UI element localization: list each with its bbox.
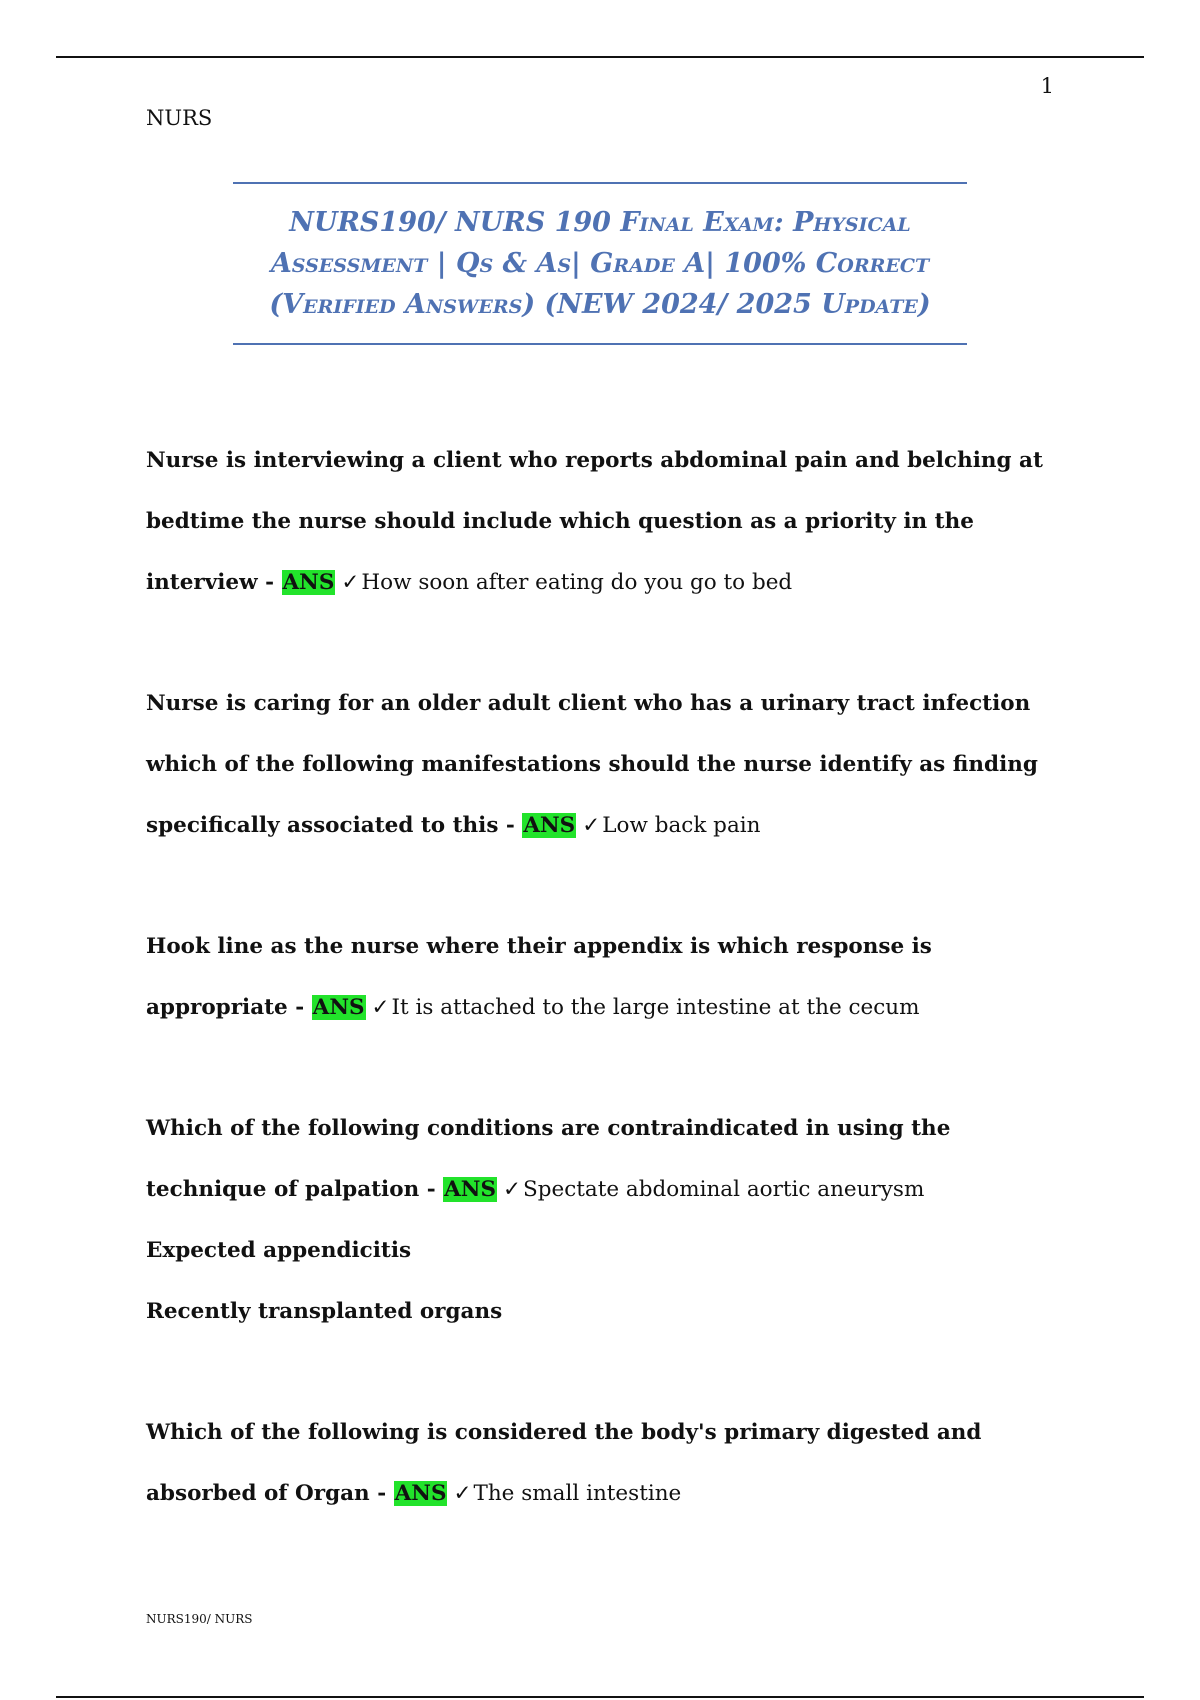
- separator: -: [369, 1481, 394, 1506]
- separator: -: [498, 813, 523, 838]
- question-text: Nurse is interviewing a client who reports abdominal pain and belching at bedtime the nurse should include which question as a priority in the interview: [146, 448, 1043, 595]
- question-text: Nurse is caring for an older adult client who has a urinary tract infection which of the following manifestations should the nurse identify as finding specifically associated to this: [146, 691, 1038, 838]
- qa-item: [146, 1098, 1046, 1342]
- title-box: [233, 182, 967, 345]
- separator: -: [419, 1177, 444, 1202]
- answer-text: Spectate abdominal aortic aneurysm: [523, 1177, 925, 1202]
- question-text: Hook line as the nurse where their appendix is which response is appropriate: [146, 934, 932, 1020]
- ans-tag: ANS: [394, 1481, 447, 1506]
- question-text: Which of the following conditions are contraindicated in using the technique of palpation: [146, 1116, 951, 1202]
- bottom-rule: [56, 1696, 1144, 1698]
- answer-option: Recently transplanted organs: [146, 1299, 503, 1324]
- checkmark-icon: ✓: [371, 995, 390, 1020]
- document-title: NURS190/ NURS 190 Final Exam: Physical Assessment | Qs & As| Grade A| 100% Correct (Verified Answers) (NEW 2024/ 2025 Update): [269, 207, 931, 320]
- checkmark-icon: ✓: [582, 813, 601, 838]
- separator: -: [287, 995, 312, 1020]
- qa-line: [146, 1402, 1046, 1524]
- page-footer: NURS190/ NURS: [146, 1612, 253, 1626]
- qa-item: [146, 916, 1046, 1038]
- qa-line: [146, 673, 1046, 856]
- answer-option: Expected appendicitis: [146, 1238, 412, 1263]
- qa-line: [146, 916, 1046, 1038]
- separator: -: [257, 570, 282, 595]
- ans-tag: ANS: [523, 813, 576, 838]
- qa-line: [146, 1098, 1046, 1220]
- answer-text: It is attached to the large intestine at the cecum: [391, 995, 920, 1020]
- qa-item: [146, 673, 1046, 856]
- qa-item: [146, 1402, 1046, 1524]
- qa-list: [146, 430, 1046, 1524]
- answer-text: How soon after eating do you go to bed: [361, 570, 793, 595]
- qa-item: [146, 430, 1046, 613]
- checkmark-icon: ✓: [453, 1481, 472, 1506]
- qa-line: [146, 430, 1046, 613]
- checkmark-icon: ✓: [341, 570, 360, 595]
- page-number: 1: [1040, 74, 1054, 98]
- ans-tag: ANS: [444, 1177, 496, 1202]
- checkmark-icon: ✓: [502, 1177, 521, 1202]
- question-text: Which of the following is considered the body's primary digested and absorbed of Organ: [146, 1420, 982, 1506]
- page-header: NURS: [146, 106, 213, 130]
- ans-tag: ANS: [282, 570, 335, 595]
- ans-tag: ANS: [312, 995, 365, 1020]
- answer-text: The small intestine: [473, 1481, 682, 1506]
- answer-text: Low back pain: [602, 813, 761, 838]
- top-rule: [56, 56, 1144, 58]
